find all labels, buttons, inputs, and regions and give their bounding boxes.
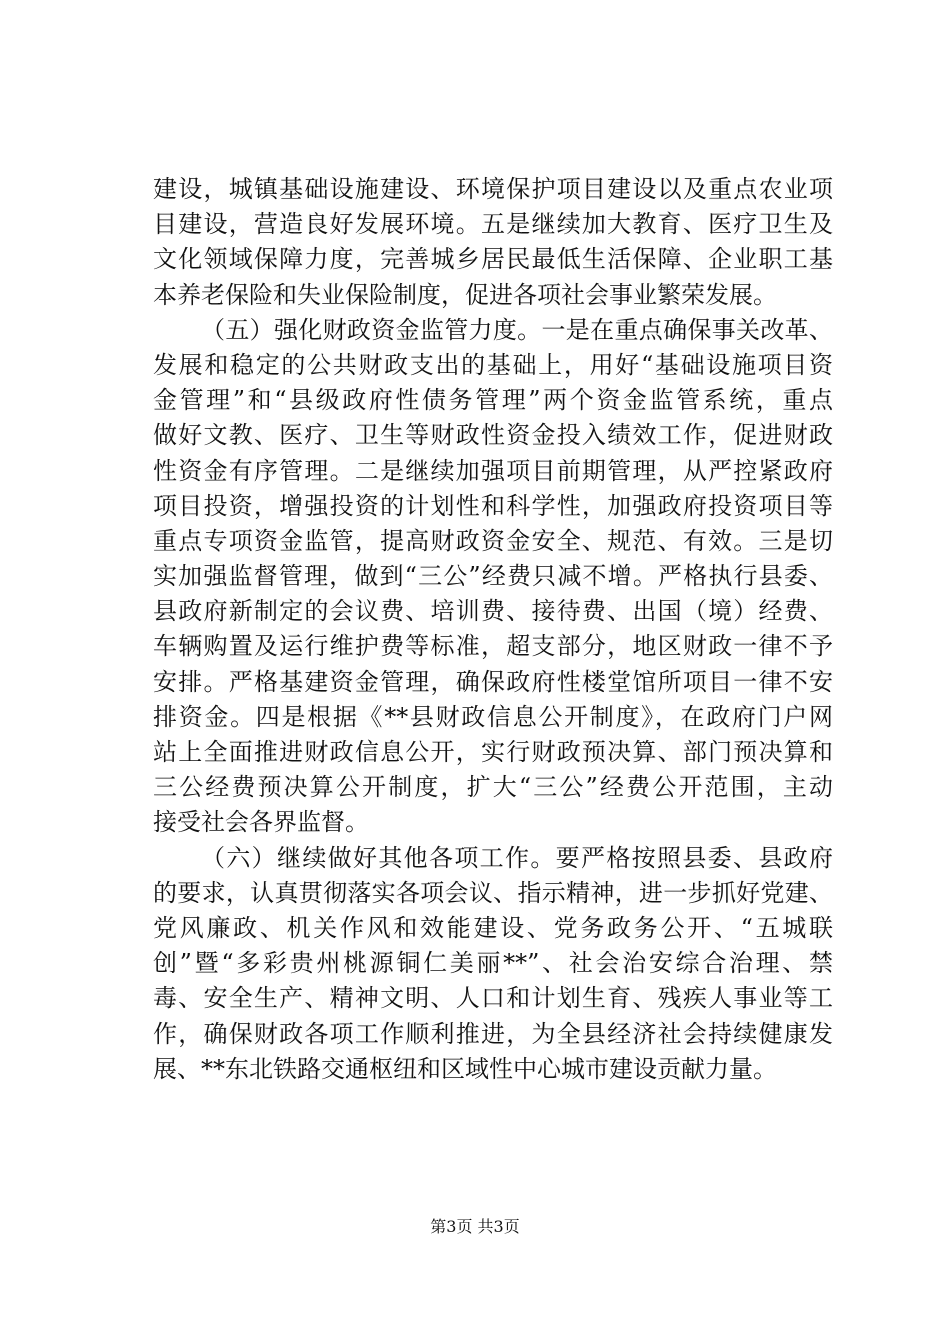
text-line: 排资金。四是根据《**县财政信息公开制度》，在政府门户网 [153, 702, 833, 731]
text-line: 本养老保险和失业保险制度，促进各项社会事业繁荣发展。 [153, 280, 777, 309]
page-number-label: 第3页 共3页 [430, 1217, 520, 1236]
text-line: 重点专项资金监管，提高财政资金安全、规范、有效。三是切 [153, 526, 833, 555]
text-line: 党风廉政、机关作风和效能建设、党务政务公开、“五城联 [153, 913, 833, 942]
text-line: 三公经费预决算公开制度，扩大“三公”经费公开范围，主动 [153, 773, 833, 802]
text-line: 发展和稳定的公共财政支出的基础上，用好“基础设施项目资 [153, 350, 833, 379]
text-line: 车辆购置及运行维护费等标准，超支部分，地区财政一律不予 [153, 632, 833, 661]
text-line: 安排。严格基建资金管理，确保政府性楼堂馆所项目一律不安 [153, 667, 833, 696]
body-text [153, 172, 833, 1087]
text-line: 县政府新制定的会议费、培训费、接待费、出国（境）经费、 [153, 597, 833, 626]
text-line: 站上全面推进财政信息公开，实行财政预决算、部门预决算和 [153, 738, 833, 766]
text-line: 目建设，营造良好发展环境。五是继续加大教育、医疗卫生及 [153, 210, 833, 239]
text-line: 性资金有序管理。二是继续加强项目前期管理，从严控紧政府 [153, 456, 833, 485]
paragraph-continuation [153, 172, 833, 313]
text-line: 金管理”和“县级政府性债务管理”两个资金监管系统，重点 [153, 386, 833, 415]
text-line: 项目投资，增强投资的计划性和科学性，加强政府投资项目等 [153, 491, 833, 520]
text-line: 接受社会各界监督。 [153, 808, 369, 837]
text-line: 毒、安全生产、精神文明、人口和计划生育、残疾人事业等工 [153, 984, 833, 1013]
text-line: 作，确保财政各项工作顺利推进，为全县经济社会持续健康发 [153, 1019, 833, 1048]
text-line: （六）继续做好其他各项工作。要严格按照县委、县政府 [201, 843, 833, 872]
text-line: （五）强化财政资金监管力度。一是在重点确保事关改革、 [201, 315, 833, 344]
text-line: 文化领域保障力度，完善城乡居民最低生活保障、企业职工基 [153, 245, 833, 274]
text-line: 实加强监督管理，做到“三公”经费只减不增。严格执行县委、 [153, 562, 833, 591]
paragraph-section-6 [153, 841, 833, 1087]
text-line: 做好文教、医疗、卫生等财政性资金投入绩效工作，促进财政 [153, 421, 833, 450]
paragraph-section-5 [153, 313, 833, 841]
text-line: 建设，城镇基础设施建设、环境保护项目建设以及重点农业项 [153, 175, 833, 203]
text-line: 创”暨“多彩贵州桃源铜仁美丽**”、社会治安综合治理、禁 [153, 949, 833, 978]
text-line: 展、**东北铁路交通枢纽和区域性中心城市建设贡献力量。 [153, 1054, 777, 1083]
text-line: 的要求，认真贯彻落实各项会议、指示精神，进一步抓好党建、 [153, 878, 833, 907]
page-footer [0, 1216, 950, 1238]
